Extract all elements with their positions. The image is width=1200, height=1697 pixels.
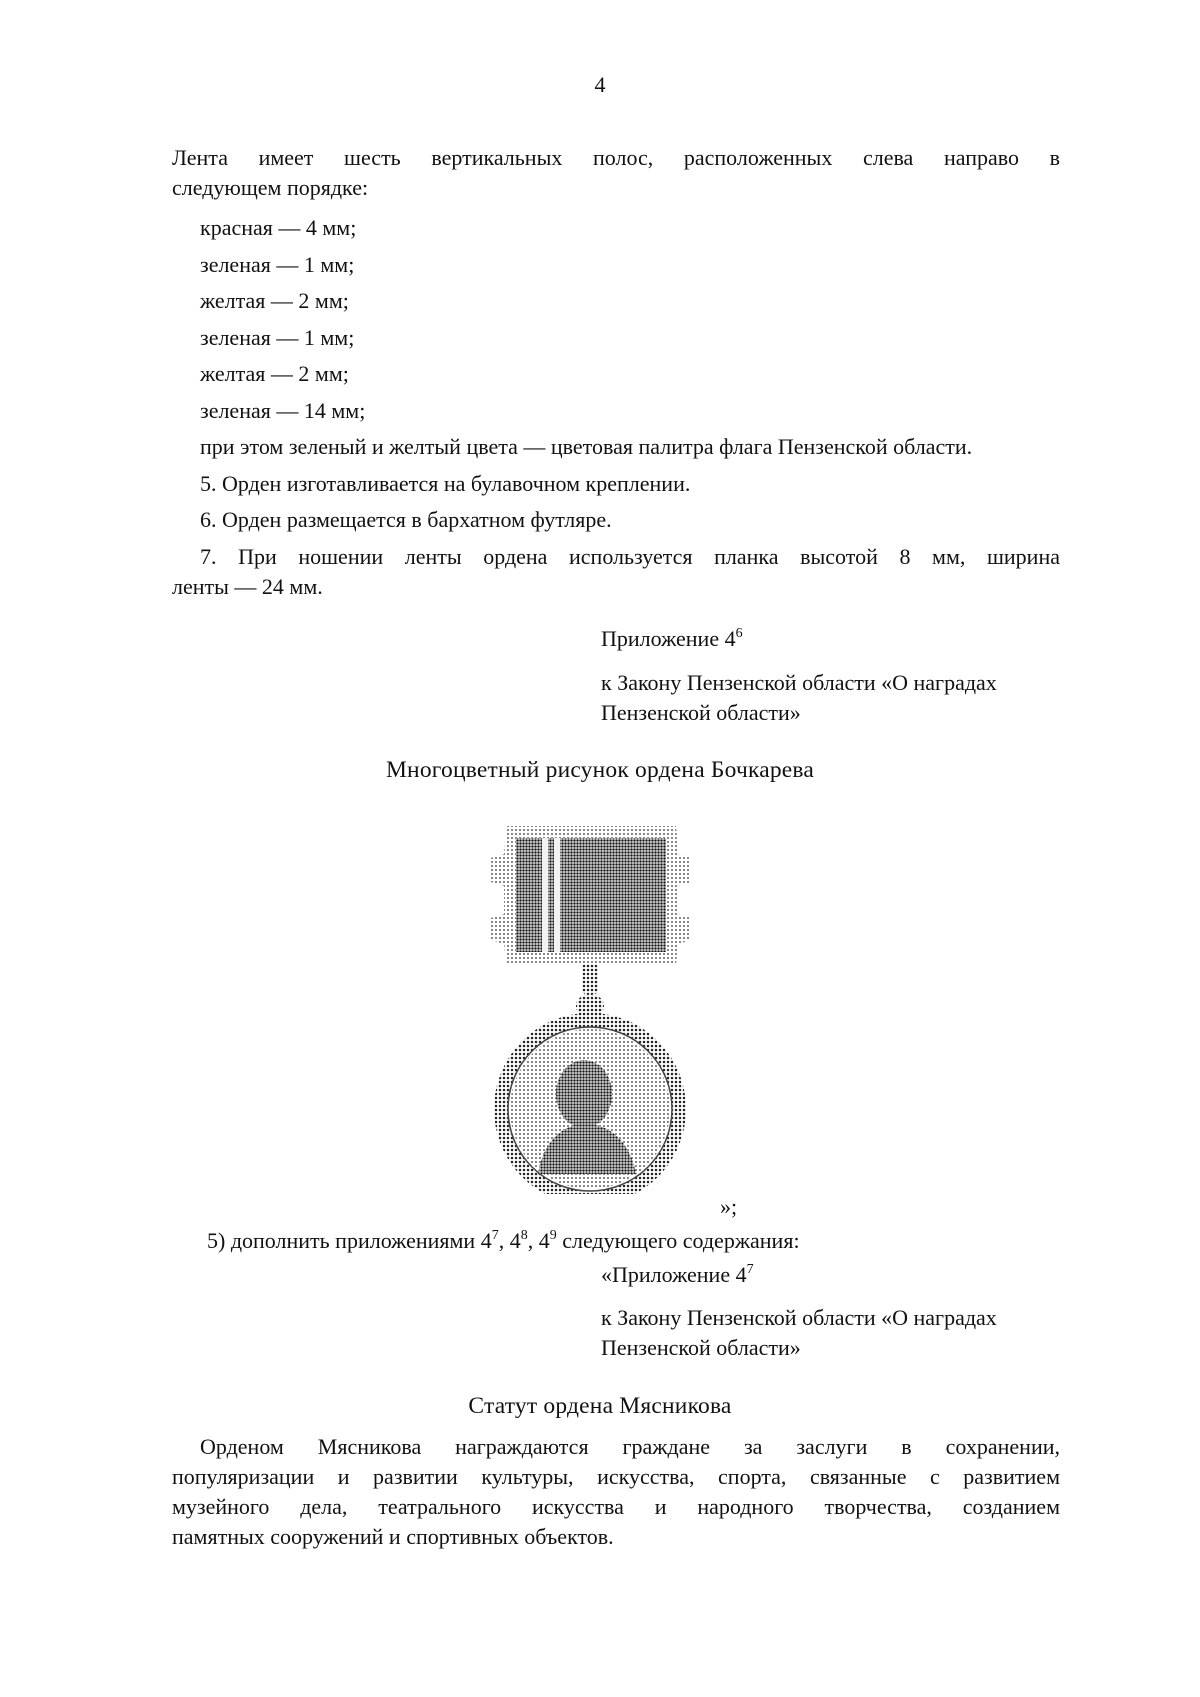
medal-illustration <box>486 824 696 1194</box>
stripe-item: зеленая — 1 мм; <box>200 325 355 350</box>
amendment-sup: 9 <box>549 1227 557 1243</box>
statute-line: памятных сооружений и спортивных объектов. <box>172 1524 614 1549</box>
appendix-law-line2: Пензенской области» <box>601 700 801 725</box>
item-5: 5. Орден изготавливается на булавочном креплении. <box>200 471 691 496</box>
ribbon-intro-line2: следующем порядке: <box>172 175 369 200</box>
statute-title: Статут ордена Мясникова <box>468 1393 732 1419</box>
medal-connector <box>582 964 598 994</box>
ribbon-stripe <box>542 838 548 952</box>
amendment-text: следующего содержания: <box>556 1228 800 1253</box>
amendment-text: 5) дополнить приложениями 4 <box>207 1228 492 1253</box>
portrait-head <box>556 1060 612 1128</box>
ribbon-field <box>516 838 666 952</box>
appendix-label <box>601 1260 754 1290</box>
statute-line: популяризации и развитии культуры, искусства, спорта, связанные с развитием <box>172 1464 1060 1489</box>
amendment-text: , 4 <box>527 1228 550 1253</box>
item-7-line1: 7. При ношении ленты ордена используется планка высотой 8 мм, ширина <box>200 544 1060 569</box>
ribbon-stripe <box>554 838 560 952</box>
figure-title: Многоцветный рисунок ордена Бочкарева <box>385 757 815 783</box>
appendix-label-sup: 6 <box>735 625 743 641</box>
stripe-item: зеленая — 14 мм; <box>200 398 366 423</box>
appendix-label <box>601 624 743 654</box>
item-6: 6. Орден размещается в бархатном футляре. <box>200 507 612 532</box>
amendment-text: , 4 <box>498 1228 521 1253</box>
ribbon-intro-line1: Лента имеет шесть вертикальных полос, расположенных слева направо в <box>172 145 1060 170</box>
page-number: 4 <box>594 72 606 97</box>
closing-quote: »; <box>720 1194 738 1219</box>
appendix-label-text: «Приложение 4 <box>601 1262 747 1287</box>
palette-note: при этом зеленый и желтый цвета — цветовая палитра флага Пензенской области. <box>200 434 973 459</box>
appendix-label-sup: 7 <box>746 1261 754 1277</box>
stripe-item: желтая — 2 мм; <box>200 288 349 313</box>
amendment-sup: 8 <box>520 1227 528 1243</box>
appendix-law-line1: к Закону Пензенской области «О наградах <box>601 1305 997 1330</box>
amendment-line <box>207 1226 800 1256</box>
appendix-law-line1: к Закону Пензенской области «О наградах <box>601 670 997 695</box>
item-7-line2: ленты — 24 мм. <box>172 574 323 599</box>
appendix-law-line2: Пензенской области» <box>601 1335 801 1360</box>
amendment-sup: 7 <box>491 1227 499 1243</box>
stripe-item: желтая — 2 мм; <box>200 361 349 386</box>
statute-line: Орденом Мясникова награждаются граждане за заслуги в сохранении, <box>200 1434 1060 1459</box>
appendix-label-text: Приложение 4 <box>601 626 736 651</box>
stripe-item: красная — 4 мм; <box>200 215 357 240</box>
stripe-item: зеленая — 1 мм; <box>200 252 355 277</box>
statute-line: музейного дела, театрального искусства и народного творчества, созданием <box>172 1494 1060 1519</box>
